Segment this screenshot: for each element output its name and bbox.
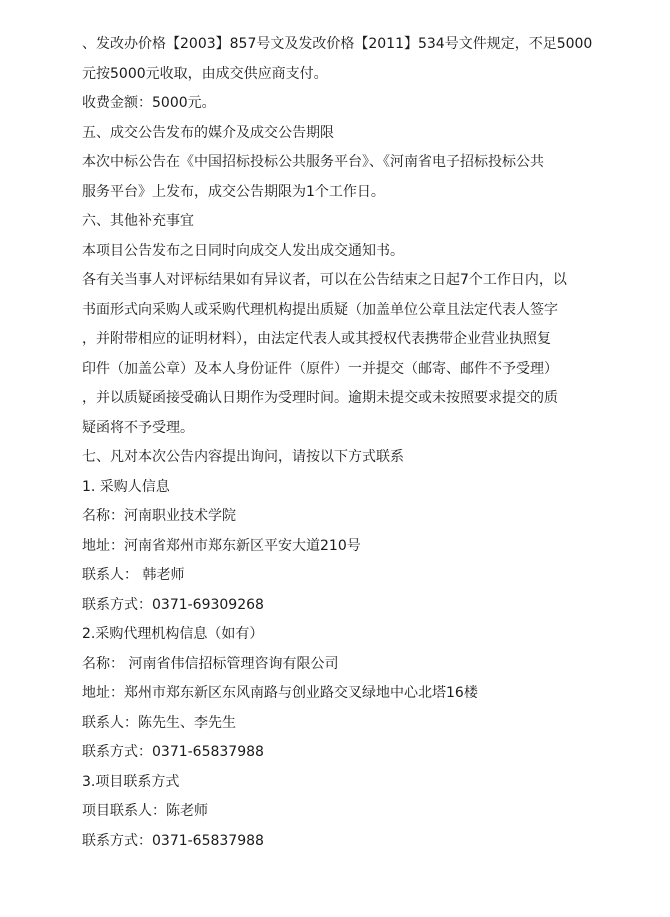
subheading-project-contact: 3.项目联系方式: [82, 773, 180, 790]
document-body: [82, 30, 622, 856]
text-line-fee-basis: 、发改办价格【2003】857号文及发改价格【2011】534号文件规定，不足5000: [82, 36, 593, 52]
subheading-purchaser-info: 1. 采购人信息: [82, 478, 170, 495]
project-contact-phone: 联系方式：0371-65837988: [82, 832, 264, 849]
agency-contact: 联系人：陈先生、李先生: [82, 714, 236, 731]
agency-address: 地址：郑州市郑东新区东风南路与创业路交叉绿地中心北塔16楼: [82, 685, 478, 701]
purchaser-name: 名称：河南职业技术学院: [82, 508, 236, 524]
purchaser-address: 地址：河南省郑州市郑东新区平安大道210号: [82, 537, 361, 554]
text-line-fee-amount: 收费金额：5000元。: [82, 95, 216, 111]
project-contact-person: 项目联系人：陈老师: [82, 803, 208, 819]
subheading-agency-info: 2.采购代理机构信息（如有）: [82, 626, 264, 642]
text-line-objection-5: ，并以质疑函接受确认日期作为受理时间。逾期未提交或未按照要求提交的质: [82, 390, 558, 406]
text-line-objection-4: 印件（加盖公章）及本人身份证件（原件）一并提交（邮寄、邮件不予受理）: [82, 360, 558, 377]
purchaser-contact: 联系人： 韩老师: [82, 567, 185, 583]
text-line-fee-basis-cont: 元按5000元收取，由成交供应商支付。: [82, 65, 328, 82]
agency-name: 名称： 河南省伟信招标管理咨询有限公司: [82, 655, 339, 672]
text-line-objection-2: 书面形式向采购人或采购代理机构提出质疑（加盖单位公章且法定代表人签字: [82, 301, 558, 318]
text-line-publish-media: 本次中标公告在《中国招标投标公共服务平台》、《河南省电子招标投标公共: [82, 154, 544, 170]
text-line-objection-1: 各有关当事人对评标结果如有异议者，可以在公告结束之日起7个工作日内，以: [82, 272, 567, 288]
text-line-publish-media-cont: 服务平台》上发布，成交公告期限为1个工作日。: [82, 183, 385, 200]
text-line-objection-6: 疑函将不予受理。: [82, 419, 194, 436]
purchaser-phone: 联系方式：0371-69309268: [82, 596, 264, 613]
text-line-notice: 本项目公告发布之日同时向成交人发出成交通知书。: [82, 242, 404, 259]
section-heading-5: 五、成交公告发布的媒介及成交公告期限: [82, 124, 334, 141]
section-heading-7: 七、凡对本次公告内容提出询问，请按以下方式联系: [82, 449, 404, 465]
section-heading-6: 六、其他补充事宜: [82, 213, 194, 229]
text-line-objection-3: ，并附带相应的证明材料），由法定代表人或其授权代表携带企业营业执照复: [82, 331, 551, 347]
agency-phone: 联系方式：0371-65837988: [82, 744, 264, 760]
